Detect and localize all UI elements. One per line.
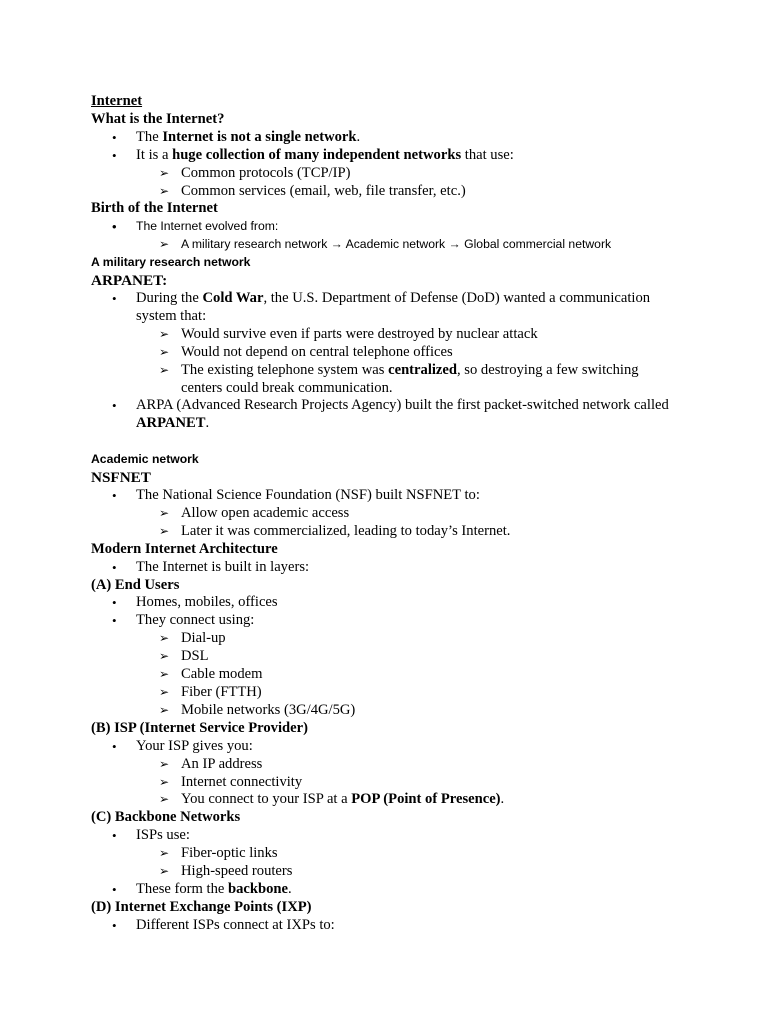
bold-text: POP (Point of Presence) <box>351 791 501 808</box>
sub-list-item <box>91 523 691 541</box>
text: The Internet evolved from: <box>136 219 279 234</box>
bullet-icon: • <box>112 147 117 163</box>
list-item <box>91 594 691 612</box>
text: ARPA (Advanced Research Projects Agency) built the first packet-switched network called <box>136 397 669 414</box>
bold-text: ARPANET <box>136 415 206 432</box>
bullet-icon: • <box>112 917 117 933</box>
text: They connect using: <box>136 612 255 629</box>
arrow-bullet-icon: ➢ <box>159 649 170 664</box>
text: These form the <box>136 880 228 897</box>
bold-text: backbone <box>228 880 289 897</box>
text: Different ISPs connect at IXPs to: <box>136 916 335 933</box>
text: It is a <box>136 146 173 163</box>
text: During the <box>136 289 203 306</box>
list-item <box>91 827 691 845</box>
text: High-speed routers <box>181 863 293 880</box>
bullet-icon: • <box>112 129 117 145</box>
text: The existing telephone system was <box>181 361 389 378</box>
sub-list-item <box>91 326 691 344</box>
bullet-icon: • <box>112 290 117 306</box>
text: The <box>136 128 163 145</box>
arrow-bullet-icon: ➢ <box>159 702 170 717</box>
text: A military research network → Academic network → Global commercial network <box>181 237 612 252</box>
text: , the U.S. Department of Defense (DoD) wanted a communication system that: <box>136 289 651 324</box>
sub-list-item <box>91 505 691 523</box>
text: DSL <box>181 648 209 665</box>
text: Fiber (FTTH) <box>181 684 262 700</box>
heading-arpanet: ARPANET: <box>91 272 168 290</box>
arrow-bullet-icon: ➢ <box>159 846 170 861</box>
arrow-bullet-icon: ➢ <box>159 792 170 807</box>
arrow-bullet-icon: ➢ <box>159 864 170 879</box>
text: . <box>500 791 505 808</box>
text: . <box>205 415 210 432</box>
doc-title: Internet <box>91 93 143 109</box>
sub-list-item <box>91 630 691 648</box>
arrow-bullet-icon: ➢ <box>159 344 170 359</box>
arrow-bullet-icon: ➢ <box>159 774 170 789</box>
heading-end-users: (A) End Users <box>91 576 180 593</box>
text: Common services (email, web, file transfer, etc.) <box>181 182 466 199</box>
list-item <box>91 397 676 433</box>
sub-list-item <box>91 648 691 666</box>
sub-list-item <box>91 774 691 792</box>
sub-list-item <box>91 756 691 774</box>
list-item <box>91 487 691 505</box>
arrow-bullet-icon: ➢ <box>159 183 170 198</box>
text: . <box>288 880 292 897</box>
heading-isp: (B) ISP (Internet Service Provider) <box>91 719 308 736</box>
text: Mobile networks (3G/4G/5G) <box>181 701 356 718</box>
bullet-icon: • <box>112 398 117 414</box>
bullet-icon: • <box>112 738 117 754</box>
text: Your ISP gives you: <box>136 737 253 754</box>
sub-list-item <box>91 845 691 863</box>
text: You connect to your ISP at a <box>181 791 352 808</box>
text: that use: <box>461 146 514 163</box>
arrow-bullet-icon: ➢ <box>159 667 170 682</box>
arrow-bullet-icon: ➢ <box>159 523 170 538</box>
sub-list-item <box>91 362 671 398</box>
bullet-icon: • <box>112 559 117 575</box>
text: Allow open academic access <box>181 504 350 521</box>
arrow-bullet-icon: ➢ <box>159 685 170 699</box>
heading-birth-of-internet: Birth of the Internet <box>91 200 218 217</box>
text: The Internet is built in layers: <box>136 558 310 575</box>
sub-list-item <box>91 165 691 183</box>
sub-list-item <box>91 236 691 254</box>
arrow-bullet-icon: ➢ <box>159 165 170 180</box>
text: The National Science Foundation (NSF) built NSFNET to: <box>136 487 480 504</box>
bullet-icon: • <box>112 488 117 504</box>
text: Would survive even if parts were destroyed by nuclear attack <box>181 325 538 342</box>
list-item <box>91 147 691 165</box>
list-item <box>91 559 691 577</box>
heading-backbone: (C) Backbone Networks <box>91 809 241 826</box>
text: ISPs use: <box>136 827 190 844</box>
sub-list-item <box>91 666 691 684</box>
text: Later it was commercialized, leading to today’s Internet. <box>181 522 511 539</box>
bullet-icon: • <box>112 828 117 844</box>
list-item <box>91 738 691 756</box>
heading-ixp: (D) Internet Exchange Points (IXP) <box>91 898 312 915</box>
bold-text: Cold War <box>202 289 264 306</box>
arrow-bullet-icon: ➢ <box>159 756 170 771</box>
bullet-icon: • <box>112 595 117 611</box>
bullet-icon: • <box>112 613 117 629</box>
bold-text: Internet is not a single network <box>162 128 357 145</box>
sub-list-item <box>91 791 691 809</box>
list-item <box>91 917 691 935</box>
arrow-bullet-icon: ➢ <box>159 326 170 341</box>
heading-modern-architecture: Modern Internet Architecture <box>91 540 278 557</box>
sub-list-item <box>91 702 691 720</box>
list-item <box>91 218 691 236</box>
list-item <box>91 881 691 899</box>
document-body <box>91 93 691 935</box>
text: Dial-up <box>181 630 226 647</box>
text: , so destroying a few switching centers could break communication. <box>181 361 639 396</box>
heading-what-is-internet: What is the Internet? <box>91 110 225 127</box>
text: Homes, mobiles, offices <box>136 594 278 611</box>
sub-list-item <box>91 863 691 881</box>
spacer <box>91 433 691 451</box>
text: Fiber-optic links <box>181 845 278 862</box>
text: Common protocols (TCP/IP) <box>181 164 351 181</box>
text: Internet connectivity <box>181 773 303 790</box>
list-item <box>91 129 691 147</box>
subheading-military-research-network: A military research network <box>91 255 251 270</box>
bold-text: huge collection of many independent networks <box>172 146 462 163</box>
bullet-icon: • <box>112 881 117 897</box>
subheading-academic-network: Academic network <box>91 452 199 467</box>
list-item <box>91 290 676 326</box>
sub-list-item <box>91 183 691 201</box>
sub-list-item <box>91 344 691 362</box>
bold-text: centralized <box>388 361 457 378</box>
text: Would not depend on central telephone offices <box>181 343 453 360</box>
arrow-bullet-icon: ➢ <box>159 362 170 377</box>
list-item <box>91 612 691 630</box>
bullet-icon: • <box>112 219 117 235</box>
heading-nsfnet: NSFNET <box>91 469 151 487</box>
sub-list-item <box>91 684 691 702</box>
text: Cable modem <box>181 666 263 683</box>
text: An IP address <box>181 755 263 772</box>
arrow-bullet-icon: ➢ <box>159 237 170 252</box>
arrow-bullet-icon: ➢ <box>159 505 170 520</box>
text: . <box>356 128 361 145</box>
arrow-bullet-icon: ➢ <box>159 631 170 646</box>
